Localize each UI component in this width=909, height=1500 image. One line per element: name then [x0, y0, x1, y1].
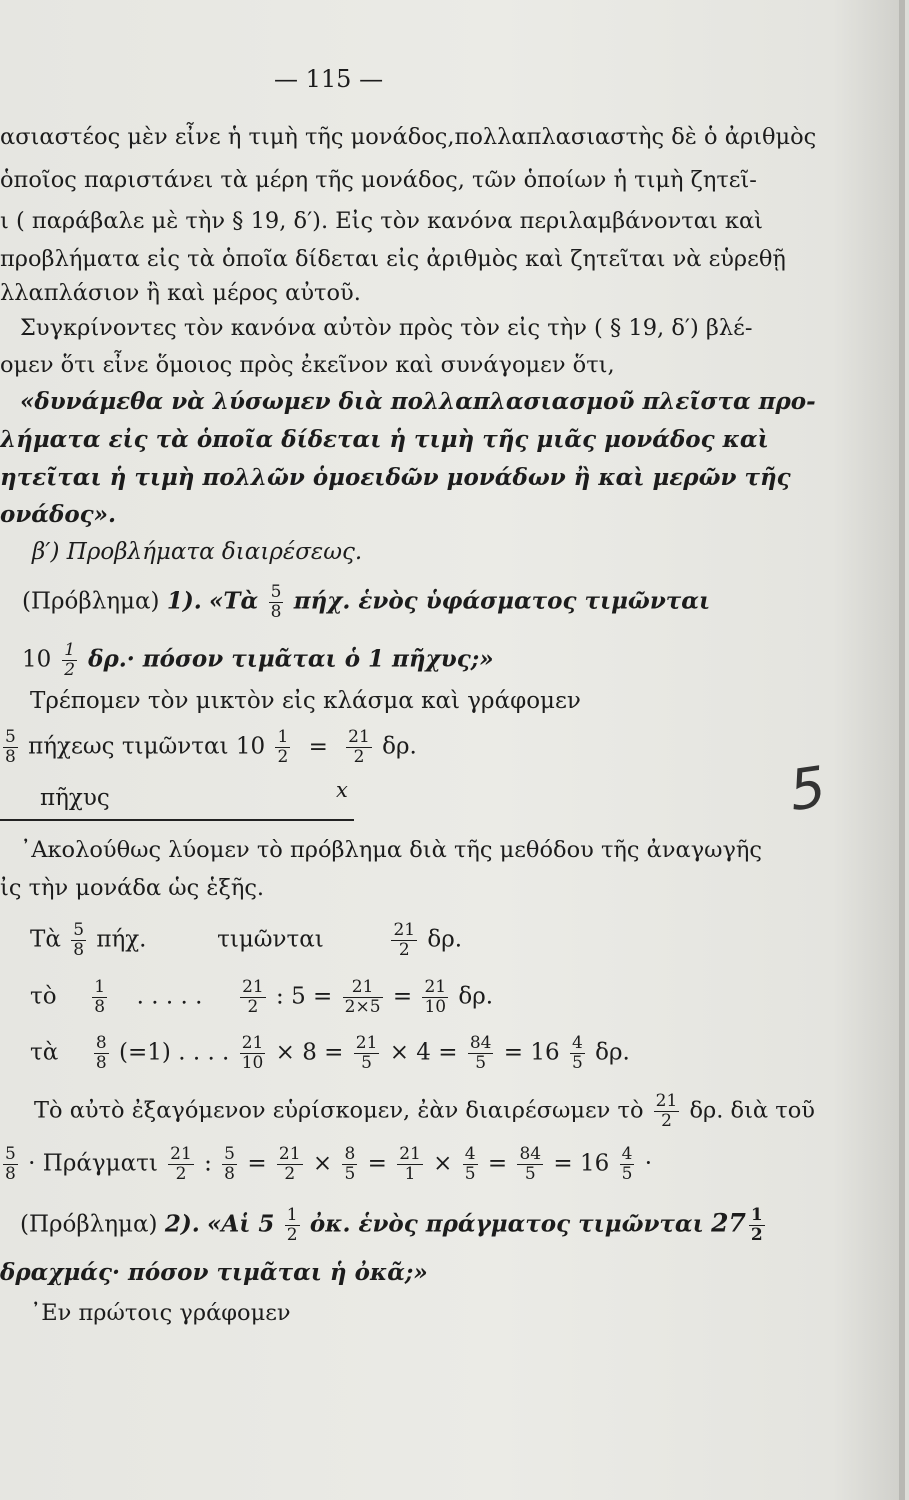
- text-line: λλαπλάσιον ἢ καὶ μέρος αὐτοῦ.: [0, 280, 361, 306]
- text: Τὸ αὐτὸ ἐξαγόμενον εὑρίσκομεν, ἐὰν διαιρέσωμεν τὸ: [34, 1097, 644, 1124]
- problem-text: δρ.· πόσον τιμᾶται ὁ: [88, 645, 361, 673]
- fraction: $\frac{4}{5}$: [571, 1033, 583, 1073]
- fraction: $\frac{21}{1}$: [399, 1144, 421, 1184]
- text-line: ἰς τὴν μονάδα ὡς ἑξῆς.: [0, 875, 265, 901]
- operator: = 16: [503, 1039, 560, 1066]
- operator: ×: [433, 1150, 453, 1177]
- dots: . . . . .: [136, 983, 203, 1010]
- unit: δρ.: [382, 733, 417, 760]
- fraction: $\frac{84}{5}$: [469, 1033, 492, 1073]
- text-line: ασιαστέος μὲν εἶνε ἡ τιμὴ τῆς μονάδος,πολλαπλασιαστὴς δὲ ὁ ἀριθμὸς: [0, 124, 817, 150]
- equals: =: [308, 733, 328, 760]
- fraction: $\frac{5}{8}$: [224, 1144, 235, 1184]
- fraction: $\frac{21}{5}$: [355, 1033, 378, 1073]
- page-number: — 115 —: [274, 65, 384, 93]
- rule-line: λήματα εἰς τὰ ὁποῖα δίδεται ἡ τιμὴ τῆς μιᾶς μονάδος καὶ: [0, 426, 769, 453]
- row-label: Τὰ: [30, 926, 61, 953]
- setup-text: πήχεως τιμῶνται 10: [28, 733, 266, 760]
- text-line: Συγκρίνοντες τὸν κανόνα αὐτὸν πρὸς τὸν εἰς τὴν ( § 19, δ′) βλέ-: [20, 315, 753, 341]
- operator: :: [204, 1150, 212, 1177]
- operator: : 5 =: [276, 983, 333, 1010]
- fraction: $\frac{21}{2}$: [655, 1091, 678, 1131]
- rule-line: «δυνάμεθα νὰ λύσωμεν διὰ πολλαπλασιασμοῦ πλεῖστα προ-: [20, 388, 816, 415]
- fraction: $\frac{21}{10}$: [424, 977, 447, 1017]
- text-line: ᾿Ακολούθως λύομεν τὸ πρόβλημα διὰ τῆς μεθόδου τῆς ἀναγωγῆς: [20, 837, 763, 863]
- reduction-row-1: [30, 921, 462, 960]
- fraction: $\frac{4}{5}$: [464, 1144, 476, 1184]
- section-heading: β′) Προβλήματα διαιρέσεως.: [32, 539, 363, 565]
- fraction: $\frac{5}{8}$: [5, 1144, 16, 1184]
- unit: δρ.: [427, 926, 463, 953]
- equals: =: [367, 1150, 387, 1177]
- fraction: $\frac{8}{5}$: [344, 1144, 356, 1184]
- row-label: τὸ: [30, 983, 57, 1010]
- text-line: ᾿Εν πρώτοις γράφομεν: [30, 1300, 291, 1326]
- problem-number: 2).: [164, 1210, 200, 1238]
- fraction: $\frac{1}{2}$: [277, 727, 289, 767]
- fraction: $\frac{1}{2}$: [64, 640, 76, 680]
- mixed-whole: 27: [711, 1208, 746, 1238]
- fraction: $\frac{21}{2}$: [170, 1144, 192, 1184]
- fraction: $\frac{1}{2}$: [750, 1205, 763, 1245]
- operator: × 8 =: [275, 1039, 344, 1066]
- text: ·: [644, 1150, 653, 1177]
- problem-text: «Αἱ 5: [207, 1210, 275, 1238]
- text-line: προβλήματα εἰς τὰ ὁποῖα δίδεται εἰς ἀριθμὸς καὶ ζητεῖται νὰ εὑρεθῇ: [0, 246, 786, 272]
- setup-row-1: [0, 728, 417, 767]
- equals: =: [487, 1150, 508, 1177]
- fraction: $\frac{5}{8}$: [5, 727, 16, 767]
- row-label: τὰ: [30, 1039, 59, 1066]
- operator: ×: [312, 1150, 333, 1177]
- problem-text: «Τὰ: [209, 587, 259, 615]
- fraction: $\frac{21}{2}$: [393, 920, 416, 960]
- equals: =: [247, 1150, 267, 1177]
- mixed-whole: 10: [22, 646, 52, 673]
- fraction: $\frac{1}{8}$: [94, 977, 106, 1017]
- text-line: Τρέπομεν τὸν μικτὸν εἰς κλάσμα καὶ γράφομεν: [30, 688, 581, 714]
- problem-label: (Πρόβλημα): [22, 588, 160, 615]
- equals: =: [392, 983, 413, 1010]
- text-line: ομεν ὅτι εἶνε ὅμοιος πρὸς ἐκεῖνον καὶ συνάγομεν ὅτι,: [0, 352, 615, 378]
- fraction: $\frac{21}{2\times 5}$: [344, 977, 381, 1017]
- fraction: $\frac{21}{2}$: [242, 977, 264, 1017]
- page-edge: [899, 0, 905, 1500]
- row-text: τιμῶνται: [217, 926, 324, 953]
- fraction: $\frac{5}{8}$: [270, 582, 282, 622]
- unknown-x: x: [336, 778, 348, 802]
- fraction: $\frac{4}{5}$: [621, 1144, 633, 1184]
- problem-2-line-2: δραχμάς· πόσον τιμᾶται ἡ ὀκᾶ;»: [0, 1259, 428, 1286]
- reduction-row-3: [30, 1034, 630, 1073]
- unit: δρ.: [458, 983, 494, 1010]
- reduction-row-2: [30, 978, 493, 1017]
- problem-label: (Πρόβλημα): [20, 1211, 158, 1238]
- text: δρ. διὰ τοῦ: [689, 1097, 815, 1124]
- fraction: $\frac{84}{5}$: [519, 1144, 542, 1184]
- problem-text: πήχ. ἑνὸς ὑφάσματος τιμῶνται: [293, 587, 711, 615]
- problem-2-line: [20, 1206, 768, 1245]
- unit: δρ.: [595, 1039, 630, 1066]
- fraction: $\frac{21}{2}$: [278, 1144, 301, 1184]
- problem-text: ὀκ. ἑνὸς πράγματος τιμῶνται: [309, 1210, 704, 1238]
- operator: × 4 =: [389, 1039, 458, 1066]
- problem-text: 1 πῆχυς;»: [368, 645, 494, 673]
- handwritten-mark: 5: [785, 754, 830, 825]
- fraction: $\frac{5}{8}$: [73, 920, 85, 960]
- setup-row-2-label: πῆχυς: [40, 785, 110, 811]
- problem-number: 1).: [166, 587, 202, 615]
- rule-line: ονάδος».: [0, 501, 117, 528]
- fraction: $\frac{21}{10}$: [241, 1033, 264, 1073]
- text-line: [34, 1092, 815, 1131]
- row-text: (=1) . . . .: [119, 1039, 230, 1066]
- unit: πήχ.: [96, 926, 147, 953]
- fraction: $\frac{1}{2}$: [286, 1205, 298, 1245]
- problem-1-line-2: [22, 641, 494, 680]
- operator: = 16: [553, 1150, 610, 1177]
- verification-line: [0, 1145, 652, 1184]
- horizontal-rule: [0, 819, 354, 821]
- problem-1-line: [22, 583, 710, 622]
- rule-line: ητεῖται ἡ τιμὴ πολλῶν ὁμοειδῶν μονάδων ἢ καὶ μερῶν τῆς: [0, 464, 791, 491]
- fraction: $\frac{21}{2}$: [348, 727, 370, 767]
- text-line: ι ( παράβαλε μὲ τὴν § 19, δ′). Εἰς τὸν κανόνα περιλαμβάνονται καὶ: [0, 208, 763, 234]
- text: · Πράγματι: [28, 1150, 158, 1177]
- text-line: ὁποῖος παριστάνει τὰ μέρη τῆς μονάδος, τῶν ὁποίων ἡ τιμὴ ζητεῖ-: [0, 167, 757, 193]
- fraction: $\frac{8}{8}$: [95, 1033, 107, 1073]
